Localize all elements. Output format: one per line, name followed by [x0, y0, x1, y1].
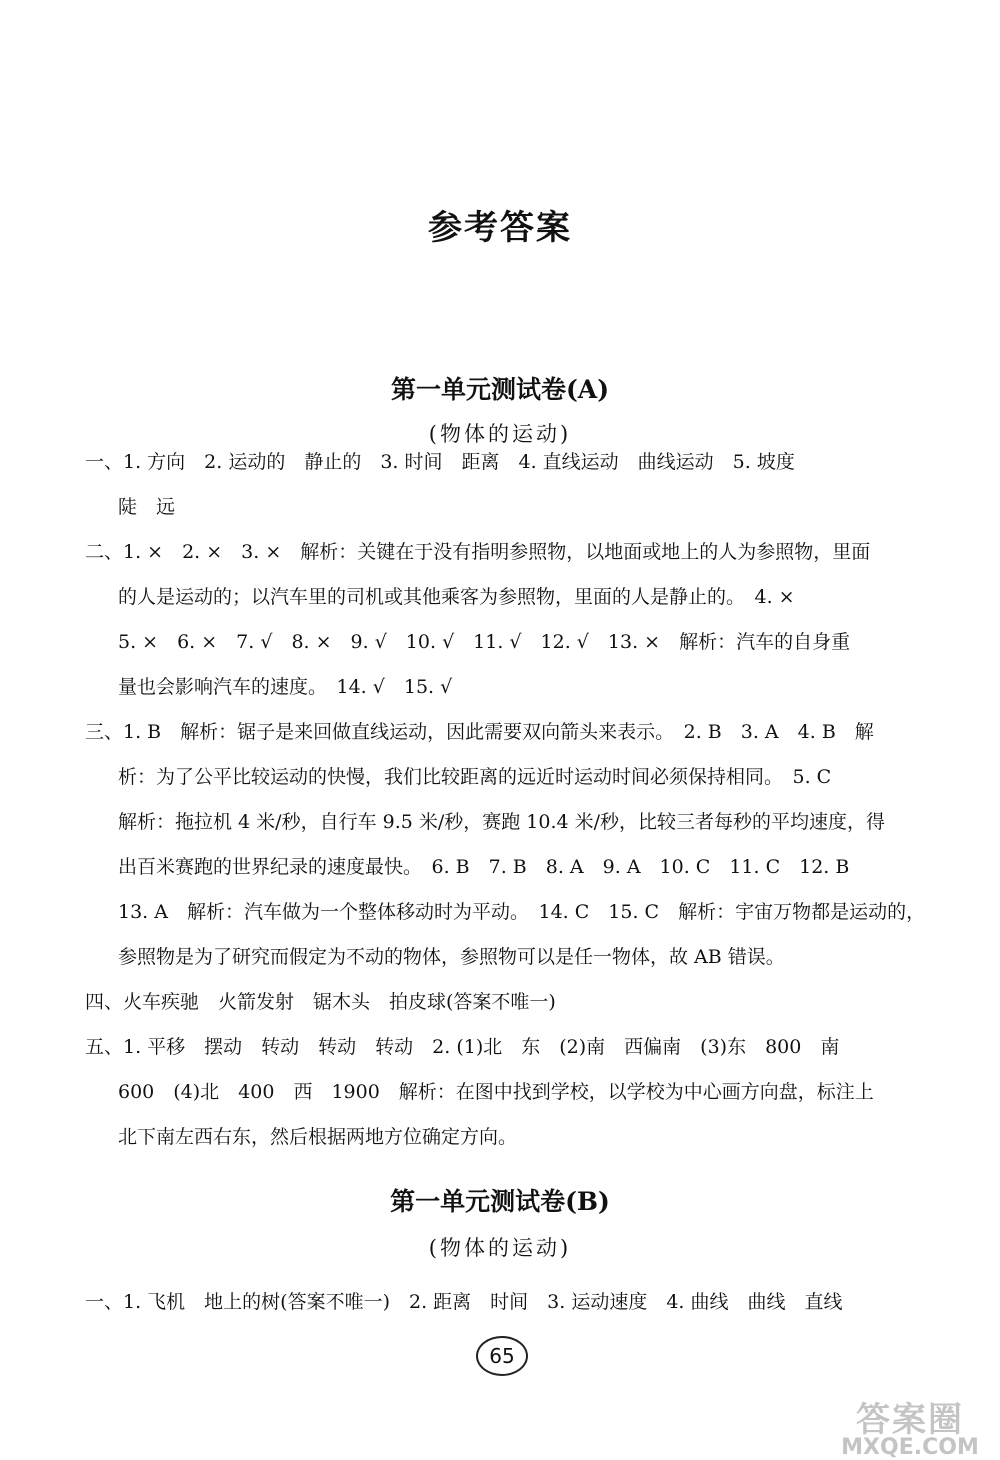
watermark-site: MXQE.COM: [841, 1435, 979, 1460]
watermark-logo: 答案圈: [856, 1400, 964, 1440]
answer-line: 600 (4)北 400 西 1900 解析：在图中找到学校，以学校为中心画方向盘，标注上: [118, 1081, 874, 1103]
answer-line: 五、1. 平移 摆动 转动 转动 转动 2. (1)北 东 (2)南 西偏南 (3)东 800 南: [85, 1036, 840, 1058]
answer-line: 13. A 解析：汽车做为一个整体移动时为平动。 14. C 15. C 解析：宇宙万物都是运动的，: [118, 901, 926, 923]
answer-line: 5. × 6. × 7. √ 8. × 9. √ 10. √ 11. √ 12. √ 13. × 解析：汽车的自身重: [118, 631, 851, 653]
section-a-answers: [85, 440, 935, 1160]
answer-line: 四、火车疾驰 火箭发射 锯木头 拍皮球(答案不唯一): [85, 991, 556, 1013]
answer-line: 解析：拖拉机 4 米/秒，自行车 9.5 米/秒，赛跑 10.4 米/秒，比较三者每秒的平均速度，得: [118, 811, 886, 833]
answer-line: 三、1. B 解析：锯子是来回做直线运动，因此需要双向箭头来表示。 2. B 3. A 4. B 解: [85, 721, 874, 743]
page-number: 65: [476, 1336, 528, 1376]
section-a-title: 第一单元测试卷(A): [390, 375, 610, 404]
answer-line: 参照物是为了研究而假定为不动的物体，参照物可以是任一物体，故 AB 错误。: [118, 946, 785, 968]
section-b-subtitle: (物体的运动): [428, 1236, 572, 1260]
watermark: [820, 1392, 1000, 1460]
answer-line: 一、1. 飞机 地上的树(答案不唯一) 2. 距离 时间 3. 运动速度 4. 曲线 曲线 直线: [85, 1291, 843, 1313]
answer-line: 二、1. × 2. × 3. × 解析：关键在于没有指明参照物，以地面或地上的人为参照物，里面: [85, 541, 871, 563]
answer-line: 北下南左西右东，然后根据两地方位确定方向。: [118, 1126, 518, 1148]
answer-line: 陡 远: [118, 496, 176, 518]
answer-line: 的人是运动的；以汽车里的司机或其他乘客为参照物，里面的人是静止的。 4. ×: [118, 586, 795, 608]
section-b-answers: [85, 1280, 935, 1325]
answer-line: 析：为了公平比较运动的快慢，我们比较距离的远近时运动时间必须保持相同。 5. C: [118, 766, 832, 788]
section-b-title: 第一单元测试卷(B): [390, 1187, 610, 1216]
answer-line: 量也会影响汽车的速度。 14. √ 15. √: [118, 676, 453, 698]
answer-line: 一、1. 方向 2. 运动的 静止的 3. 时间 距离 4. 直线运动 曲线运动 5. 坡度: [85, 451, 795, 473]
section-a-subtitle: (物体的运动): [428, 422, 572, 446]
answer-line: 出百米赛跑的世界纪录的速度最快。 6. B 7. B 8. A 9. A 10. C 11. C 12. B: [118, 856, 850, 878]
page-title: 参考答案: [428, 208, 572, 248]
